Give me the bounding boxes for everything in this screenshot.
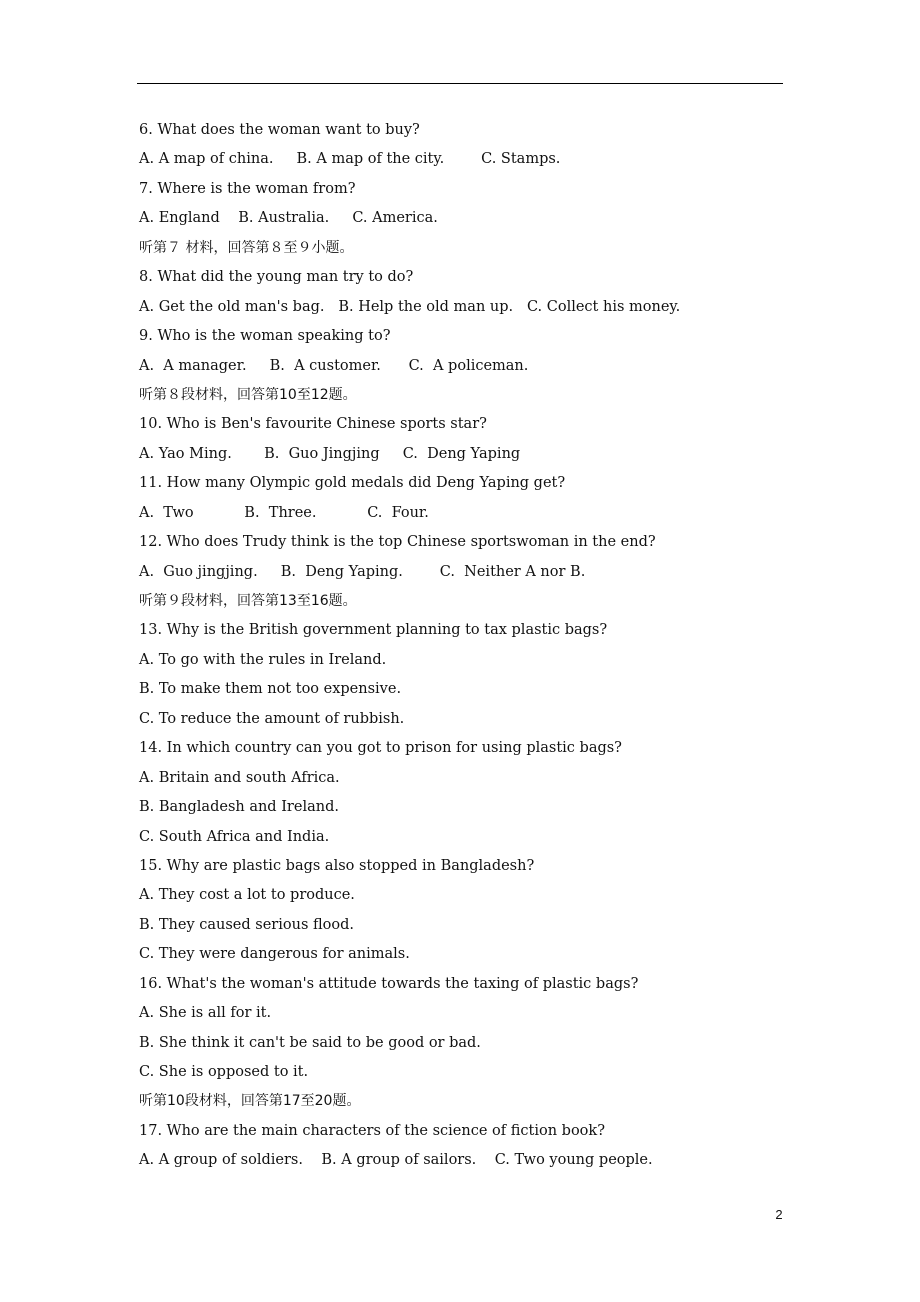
page-number: 2 — [775, 1207, 783, 1222]
option-line: A. England B. Australia. C. America. — [139, 210, 438, 227]
option-line: A. Yao Ming. B. Guo Jingjing C. Deng Yaping — [139, 445, 521, 462]
section-instruction: 听第９段材料，回答第13至16题。 — [139, 593, 357, 609]
option-line: A. A manager. B. A customer. C. A policeman. — [139, 357, 529, 374]
header-rule — [137, 83, 783, 84]
question-line: 8. What did the young man try to do? — [139, 269, 414, 286]
option-line: A. Get the old man's bag. B. Help the old man up. C. Collect his money. — [139, 298, 681, 315]
option-line: B. She think it can't be said to be good or bad. — [139, 1034, 481, 1051]
option-line: B. To make them not too expensive. — [139, 681, 402, 698]
exam-questions — [139, 116, 799, 1176]
option-line: A. They cost a lot to produce. — [139, 887, 355, 904]
section-instruction: 听第８段材料，回答第10至12题。 — [139, 386, 357, 403]
section-instruction: 听第10段材料，回答第17至20题。 — [139, 1093, 361, 1110]
option-line: A. A group of soldiers. B. A group of sailors. C. Two young people. — [139, 1152, 653, 1169]
question-line: 10. Who is Ben's favourite Chinese sports star? — [139, 416, 487, 433]
option-line: C. She is opposed to it. — [139, 1064, 309, 1080]
question-line: 7. Where is the woman from? — [139, 180, 356, 197]
option-line: A. Two B. Three. C. Four. — [139, 504, 429, 521]
option-line: C. To reduce the amount of rubbish. — [139, 710, 405, 727]
option-line: A. She is all for it. — [139, 1005, 272, 1022]
option-line: B. Bangladesh and Ireland. — [139, 799, 339, 816]
option-line: A. A map of china. B. A map of the city. C. Stamps. — [139, 151, 561, 168]
option-line: A. Guo jingjing. B. Deng Yaping. C. Neither A nor B. — [139, 563, 586, 580]
question-line: 14. In which country can you got to prison for using plastic bags? — [139, 740, 622, 757]
question-line: 9. Who is the woman speaking to? — [139, 328, 391, 345]
question-line: 17. Who are the main characters of the science of fiction book? — [139, 1122, 605, 1139]
question-line: 6. What does the woman want to buy? — [139, 122, 420, 138]
section-instruction: 听第７ 材料，回答第８至９小题。 — [139, 239, 354, 256]
option-line: A. To go with the rules in Ireland. — [139, 651, 387, 668]
question-line: 12. Who does Trudy think is the top Chinese sportswoman in the end? — [139, 534, 656, 551]
option-line: C. South Africa and India. — [139, 828, 330, 845]
question-line: 15. Why are plastic bags also stopped in Bangladesh? — [139, 857, 535, 874]
question-line: 11. How many Olympic gold medals did Deng Yaping get? — [139, 475, 566, 492]
option-line: C. They were dangerous for animals. — [139, 946, 410, 963]
question-line: 16. What's the woman's attitude towards the taxing of plastic bags? — [139, 975, 639, 992]
option-line: A. Britain and south Africa. — [139, 769, 340, 786]
question-line: 13. Why is the British government planning to tax plastic bags? — [139, 622, 608, 639]
option-line: B. They caused serious flood. — [139, 916, 355, 933]
